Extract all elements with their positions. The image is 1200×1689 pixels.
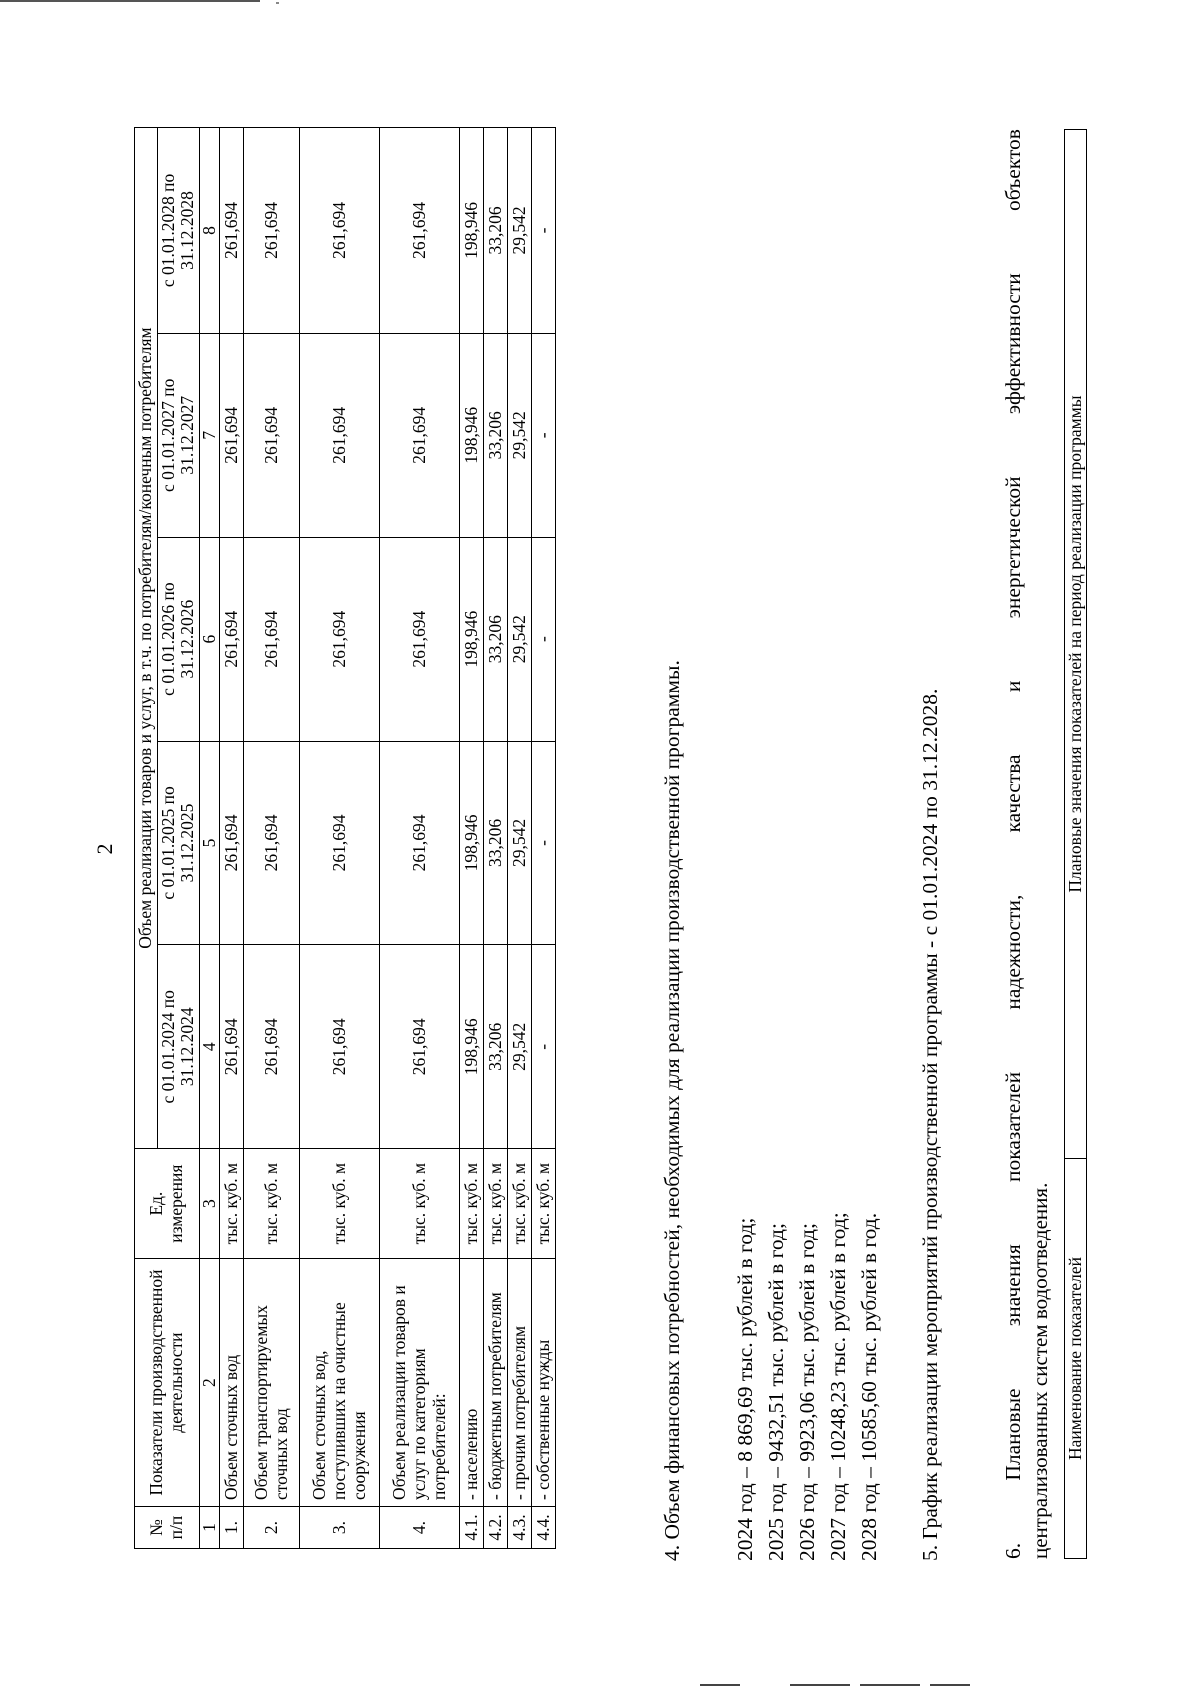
column-number: 5 — [199, 741, 220, 945]
rotated-document-page — [0, 9, 1200, 1689]
table-row — [508, 128, 532, 1549]
row-value: 261,694 — [380, 128, 460, 334]
row-value: 261,694 — [244, 537, 300, 741]
section-6-word: значения — [1001, 1244, 1025, 1327]
row-number: 4.3. — [508, 1507, 532, 1549]
section-5-heading: 5. График реализации мероприятий производственной программы - с 01.01.2024 по 31.12.2028. — [918, 688, 942, 1561]
table-row — [300, 128, 380, 1549]
table-row — [380, 128, 460, 1549]
row-number: 3. — [300, 1507, 380, 1549]
production-volume-table — [134, 127, 556, 1549]
row-number: 4.1. — [460, 1507, 484, 1549]
row-value: - — [532, 333, 556, 537]
row-value: 33,206 — [484, 333, 508, 537]
row-unit: тыс. куб. м — [532, 1149, 556, 1259]
header-indicator: Показатели производственной деятельности — [135, 1259, 200, 1507]
header-period: с 01.01.2024 по 31.12.2024 — [157, 945, 199, 1149]
row-value: 261,694 — [380, 333, 460, 537]
row-value: 261,694 — [244, 128, 300, 334]
section-6-word: качества — [1001, 754, 1025, 833]
row-value: 261,694 — [380, 945, 460, 1149]
row-value: - — [532, 945, 556, 1149]
section-6-word: надежности, — [1001, 894, 1025, 1010]
row-value: - — [532, 741, 556, 945]
row-unit: тыс. куб. м — [220, 1149, 244, 1259]
column-number: 8 — [199, 128, 220, 334]
section-6-heading-line-2: централизованных систем водоотведения. — [1028, 1182, 1052, 1559]
scan-artifact-top — [0, 0, 260, 2]
section-6-word: показателей — [1001, 1071, 1025, 1183]
table-header-row — [135, 128, 158, 1549]
column-number: 7 — [199, 333, 220, 537]
header-period: с 01.01.2027 по 31.12.2027 — [157, 333, 199, 537]
table-row — [460, 128, 484, 1549]
row-indicator-name: - населению — [460, 1259, 484, 1507]
section-6-word: и — [1001, 680, 1025, 693]
header-planned-values: Плановые значения показателей на период реализации программы — [1065, 130, 1087, 1159]
row-value: 198,946 — [460, 945, 484, 1149]
row-unit: тыс. куб. м — [244, 1149, 300, 1259]
row-value: 261,694 — [300, 537, 380, 741]
row-value: 261,694 — [300, 741, 380, 945]
financial-year-item: 2026 год – 9923,06 тыс. рублей в год; — [795, 1223, 819, 1561]
page-number: 2 — [92, 843, 117, 855]
row-number: 2. — [244, 1507, 300, 1549]
row-value: 261,694 — [220, 945, 244, 1149]
section-4-heading: 4. Объем финансовых потребностей, необходимых для реализации производственной программы. — [660, 660, 684, 1561]
header-num: № п/п — [135, 1507, 200, 1549]
row-value: - — [532, 128, 556, 334]
table-header-row — [1065, 130, 1087, 1559]
table-row — [484, 128, 508, 1549]
row-value: 261,694 — [380, 537, 460, 741]
row-value: 198,946 — [460, 128, 484, 334]
row-value: 261,694 — [300, 945, 380, 1149]
planned-indicators-table — [1064, 129, 1087, 1559]
row-value: 29,542 — [508, 741, 532, 945]
row-indicator-name: Объем реализации товаров и услуг по категориям потребителей: — [380, 1259, 460, 1507]
header-period: с 01.01.2026 по 31.12.2026 — [157, 537, 199, 741]
row-value: 261,694 — [220, 537, 244, 741]
row-value: 261,694 — [244, 945, 300, 1149]
section-6-word: Плановые — [1001, 1388, 1025, 1481]
row-number: 4.4. — [532, 1507, 556, 1549]
column-number: 4 — [199, 945, 220, 1149]
header-indicator-name: Наименование показателей — [1065, 1159, 1087, 1559]
row-value: 261,694 — [244, 333, 300, 537]
row-value: 261,694 — [220, 333, 244, 537]
row-indicator-name: - бюджетным потребителям — [484, 1259, 508, 1507]
row-unit: тыс. куб. м — [484, 1149, 508, 1259]
row-unit: тыс. куб. м — [380, 1149, 460, 1259]
column-number: 2 — [199, 1259, 220, 1507]
row-unit: тыс. куб. м — [508, 1149, 532, 1259]
table-row — [532, 128, 556, 1549]
row-value: 33,206 — [484, 128, 508, 334]
row-value: 33,206 — [484, 537, 508, 741]
row-indicator-name: Объем сточных вод, поступивших на очистные сооружения — [300, 1259, 380, 1507]
financial-needs-list — [730, 1212, 885, 1561]
table-row — [244, 128, 300, 1549]
row-number: 4. — [380, 1507, 460, 1549]
header-period: с 01.01.2028 по 31.12.2028 — [157, 128, 199, 334]
row-value: 33,206 — [484, 945, 508, 1149]
column-number: 6 — [199, 537, 220, 741]
header-volume-group: Объем реализации товаров и услуг, в т.ч. по потребителям/конечным потребителям — [135, 128, 158, 1149]
row-value: 29,542 — [508, 945, 532, 1149]
table-row — [220, 128, 244, 1549]
section-6-word: энергетической — [1001, 476, 1025, 619]
row-value: 29,542 — [508, 537, 532, 741]
row-indicator-name: Объем транспортируемых сточных вод — [244, 1259, 300, 1507]
row-value: 29,542 — [508, 128, 532, 334]
row-indicator-name: Объем сточных вод — [220, 1259, 244, 1507]
section-6-heading-line-1 — [1000, 129, 1027, 1559]
row-value: 261,694 — [380, 741, 460, 945]
section-6-word: 6. — [1001, 1542, 1025, 1559]
row-value: 261,694 — [300, 128, 380, 334]
section-6-heading — [1000, 129, 1054, 1559]
row-value: 198,946 — [460, 741, 484, 945]
header-period: с 01.01.2025 по 31.12.2025 — [157, 741, 199, 945]
row-unit: тыс. куб. м — [460, 1149, 484, 1259]
row-indicator-name: - собственные нужды — [532, 1259, 556, 1507]
row-unit: тыс. куб. м — [300, 1149, 380, 1259]
row-value: 261,694 — [300, 333, 380, 537]
row-value: 261,694 — [220, 741, 244, 945]
financial-year-item: 2028 год – 10585,60 тыс. рублей в год. — [857, 1212, 881, 1561]
column-number-row — [199, 128, 220, 1549]
row-value: 261,694 — [220, 128, 244, 334]
row-value: 29,542 — [508, 333, 532, 537]
row-value: - — [532, 537, 556, 741]
column-number: 1 — [199, 1507, 220, 1549]
row-value: 261,694 — [244, 741, 300, 945]
row-number: 4.2. — [484, 1507, 508, 1549]
row-indicator-name: - прочим потребителям — [508, 1259, 532, 1507]
row-value: 33,206 — [484, 741, 508, 945]
row-number: 1. — [220, 1507, 244, 1549]
row-value: 198,946 — [460, 333, 484, 537]
section-6-word: объектов — [1001, 129, 1025, 212]
header-unit: Ед. измерения — [135, 1149, 200, 1259]
financial-year-item: 2025 год – 9432,51 тыс. рублей в год; — [764, 1223, 788, 1561]
row-value: 198,946 — [460, 537, 484, 741]
section-6-word: эффективности — [1001, 273, 1025, 415]
scan-artifact-dot — [276, 2, 279, 4]
financial-year-item: 2027 год – 10248,23 тыс. рублей в год; — [826, 1212, 850, 1561]
table-body — [220, 128, 556, 1549]
financial-year-item: 2024 год – 8 869,69 тыс. рублей в год; — [733, 1217, 757, 1561]
column-number: 3 — [199, 1149, 220, 1259]
